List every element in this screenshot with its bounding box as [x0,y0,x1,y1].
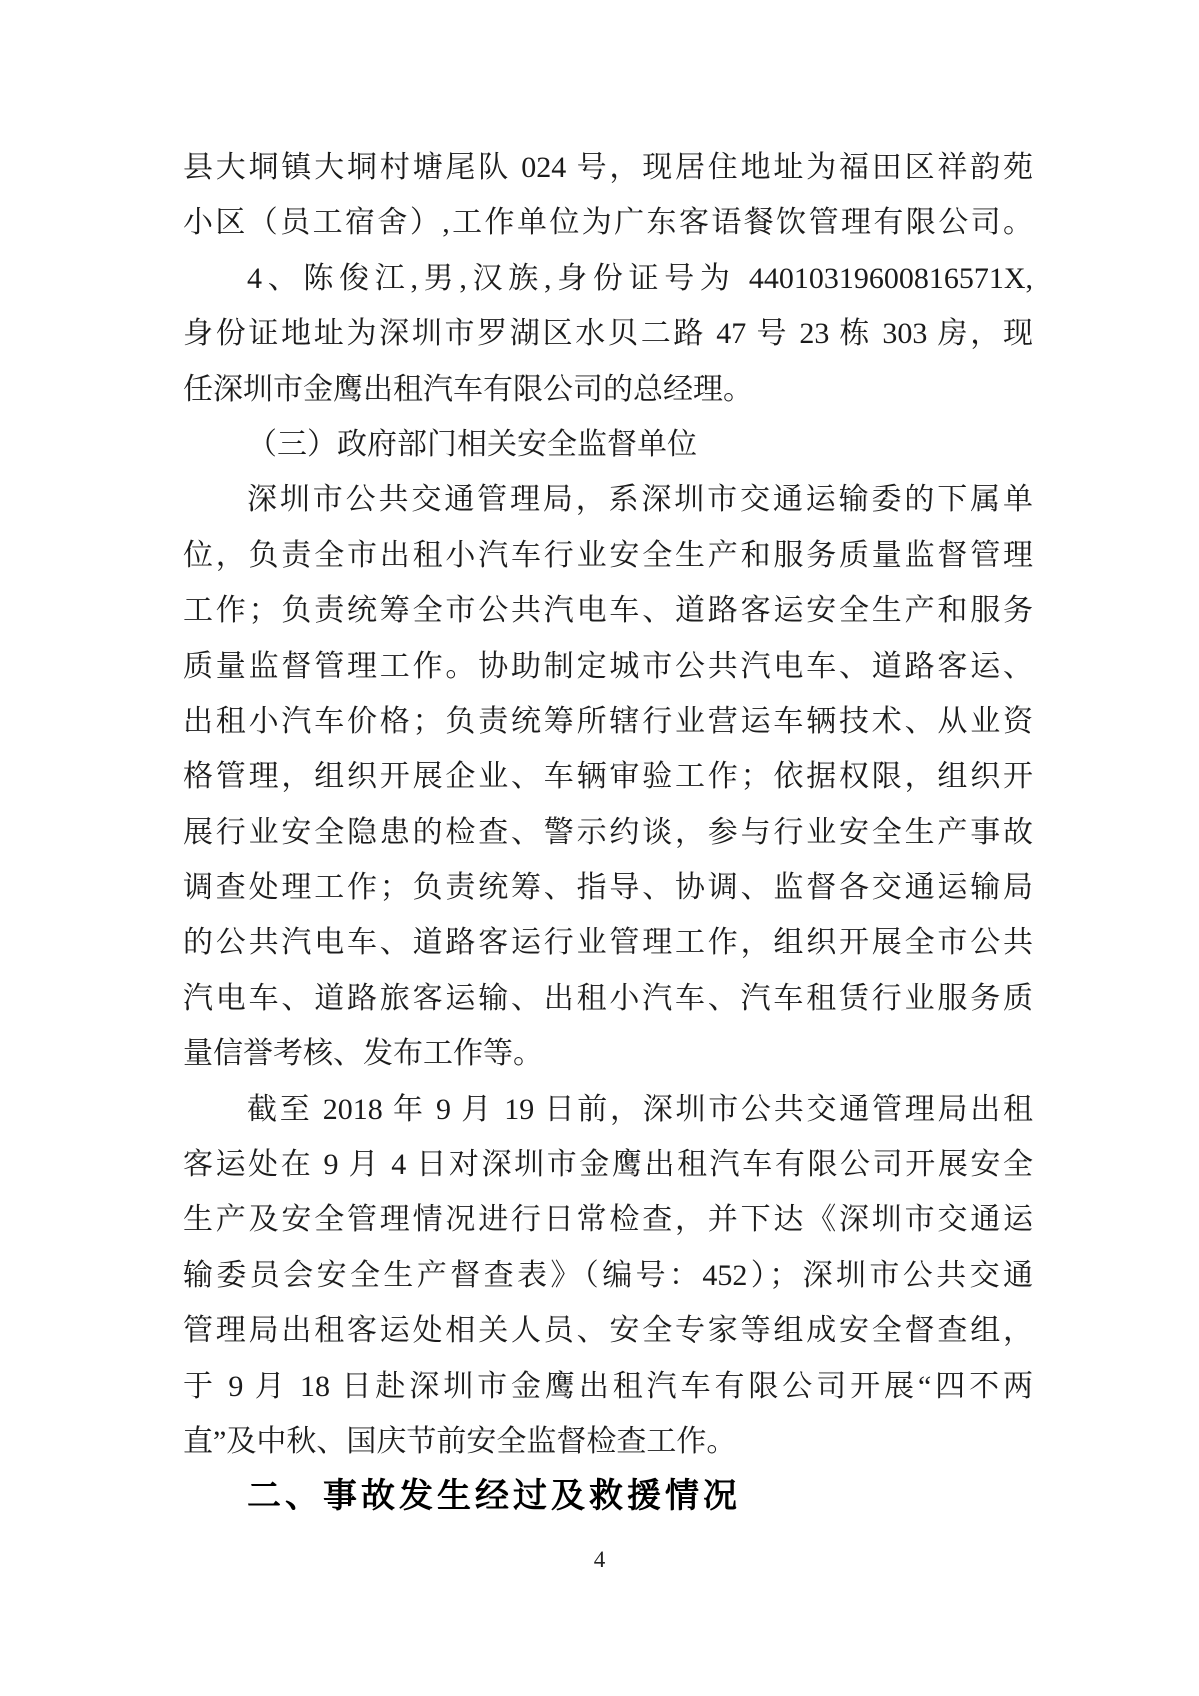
text-line: 格管理，组织开展企业、车辆审验工作；依据权限，组织开 [183,760,1033,794]
text-line: 4、陈俊江,男,汉族,身份证号为 44010319600816571X, [247,261,1033,295]
text-line: 工作；负责统筹全市公共汽电车、道路客运安全生产和服务 [183,594,1033,628]
text-line: 于 9 月 18 日赴深圳市金鹰出租汽车有限公司开展“四不两 [183,1369,1033,1403]
text-line: 生产及安全管理情况进行日常检查，并下达《深圳市交通运 [183,1203,1033,1237]
text-line: （三）政府部门相关安全监督单位 [247,427,697,461]
text-line: 的公共汽电车、道路客运行业管理工作，组织开展全市公共 [183,926,1033,960]
text-line: 量信誉考核、发布工作等。 [183,1037,543,1071]
text-line: 调查处理工作；负责统筹、指导、协调、监督各交通运输局 [183,871,1033,905]
text-line: 质量监督管理工作。协助制定城市公共汽电车、道路客运、 [183,649,1033,683]
section-heading: 二、事故发生经过及救援情况 [247,1477,741,1516]
paragraph [183,251,1033,417]
text-line: 出租小汽车价格；负责统筹所辖行业营运车辆技术、从业资 [183,704,1033,738]
text-line: 小区（员工宿舍）,工作单位为广东客语餐饮管理有限公司。 [183,206,1033,240]
text-line: 汽电车、道路旅客运输、出租小汽车、汽车租赁行业服务质 [183,981,1033,1015]
text-line: 输委员会安全生产督查表》（编号：452）；深圳市公共交通 [183,1258,1033,1292]
text-line: 直”及中秋、国庆节前安全监督检查工作。 [183,1424,737,1458]
text-line: 县大垌镇大垌村塘尾队 024 号，现居住地址为福田区祥韵苑 [183,151,1033,184]
text-line: 客运处在 9 月 4 日对深圳市金鹰出租汽车有限公司开展安全 [183,1148,1033,1182]
page-number: 4 [593,1547,606,1572]
text-line: 身份证地址为深圳市罗湖区水贝二路 47 号 23 栋 303 房，现 [183,317,1033,351]
text-line: 位，负责全市出租小汽车行业安全生产和服务质量监督管理 [183,538,1033,572]
paragraph [183,417,1033,472]
paragraph [183,1082,1033,1470]
paragraph [183,472,1033,1081]
paragraph [183,140,1033,251]
text-line: 深圳市公共交通管理局，系深圳市交通运输委的下属单 [247,483,1033,517]
text-line: 展行业安全隐患的检查、警示约谈，参与行业安全生产事故 [183,815,1033,849]
text-line: 管理局出租客运处相关人员、安全专家等组成安全督查组， [183,1314,1033,1348]
text-line: 任深圳市金鹰出租汽车有限公司的总经理。 [183,372,753,406]
text-content [183,140,1033,1525]
text-line: 截至 2018 年 9 月 19 日前，深圳市公共交通管理局出租 [247,1092,1033,1126]
